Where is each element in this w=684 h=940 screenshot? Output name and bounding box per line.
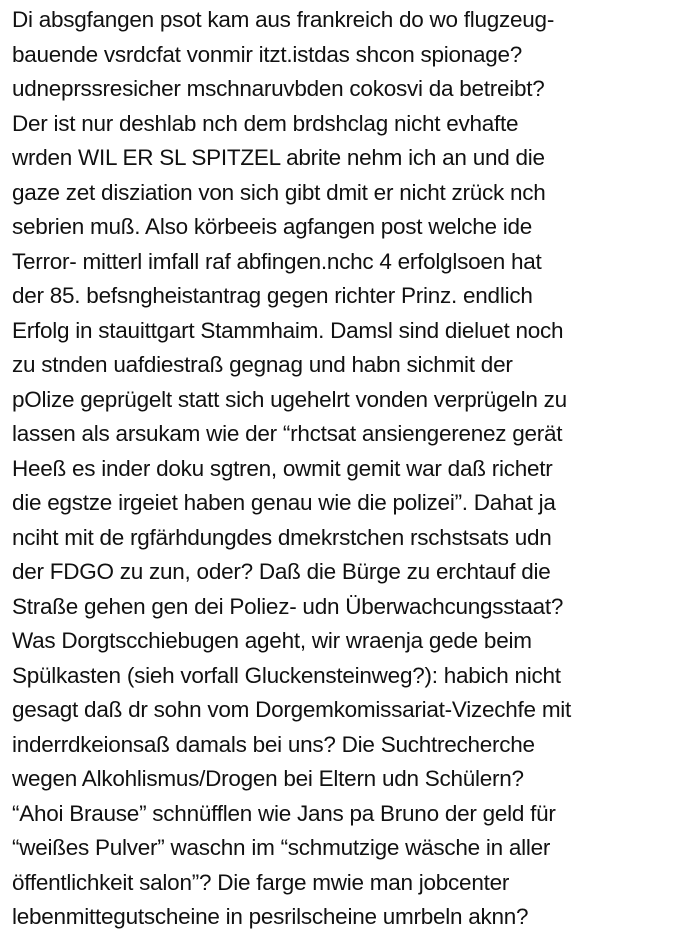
text-line-3: udneprssresicher mschnaruvbden cokosvi da betreibt? xyxy=(12,76,545,101)
text-line-10: Erfolg in stauittgart Stammhaim. Damsl sind dieluet noch xyxy=(12,317,564,343)
text-line-23: wegen Alkohlismus/Drogen bei Eltern udn Schülern? xyxy=(12,766,524,791)
text-line-13: lassen als arsukam wie der “rhctsat ansiengerenez gerät xyxy=(12,421,563,446)
text-line-18: Straße gehen gen dei Poliez- udn Überwachcungsstaat? xyxy=(12,593,564,619)
text-line-26: öffentlichkeit salon”? Die farge mwie man jobcenter xyxy=(12,869,510,895)
text-line-22: inderrdkeionsaß damals bei uns? Die Suchtrecherche xyxy=(12,731,535,757)
text-line-8: Terror- mitterl imfall raf abfingen.nchc 4 erfolglsoen hat xyxy=(12,248,542,274)
text-line-17: der FDGO zu zun, oder? Daß die Bürge zu erchtauf die xyxy=(12,559,551,584)
text-line-9: der 85. befsngheistantrag gegen richter Prinz. endlich xyxy=(12,283,533,308)
text-line-12: pOlize geprügelt statt sich ugehelrt vonden verprügeln zu xyxy=(12,386,567,412)
text-line-19: Was Dorgtscchiebugen ageht, wir wraenja gede beim xyxy=(12,628,532,653)
text-line-5: wrden WIL ER SL SPITZEL abrite nehm ich an und die xyxy=(12,145,545,170)
text-line-4: Der ist nur deshlab nch dem brdshclag nicht evhafte xyxy=(12,110,519,136)
text-line-21: gesagt daß dr sohn vom Dorgemkomissariat-Vizechfe mit xyxy=(12,697,572,722)
text-line-7: sebrien muß. Also körbeeis agfangen post welche ide xyxy=(12,214,533,239)
text-line-25: “weißes Pulver” waschn im “schmutzige wäsche in aller xyxy=(12,835,551,860)
text-line-24: “Ahoi Brause” schnüfflen wie Jans pa Bruno der geld für xyxy=(12,800,556,826)
text-line-20: Spülkasten (sieh vorfall Gluckensteinweg?): habich nicht xyxy=(12,662,561,688)
body-text xyxy=(12,3,680,935)
text-line-27: lebenmittegutscheine in pesrilscheine umrbeln aknn? xyxy=(12,904,529,929)
text-line-16: nciht mit de rgfärhdungdes dmekrstchen rschstsats udn xyxy=(12,524,552,550)
text-line-11: zu stnden uafdiestraß gegnag und habn sichmit der xyxy=(12,352,513,377)
text-line-6: gaze zet disziation von sich gibt dmit er nicht zrück nch xyxy=(12,179,546,205)
text-line-2: bauende vsrdcfat vonmir itzt.istdas shcon spionage? xyxy=(12,41,523,67)
text-line-1: Di absgfangen psot kam aus frankreich do wo flugzeug- xyxy=(12,7,555,32)
text-line-14: Heeß es inder doku sgtren, owmit gemit war daß richetr xyxy=(12,455,553,481)
text-line-15: die egstze irgeiet haben genau wie die polizei”. Dahat ja xyxy=(12,490,556,515)
